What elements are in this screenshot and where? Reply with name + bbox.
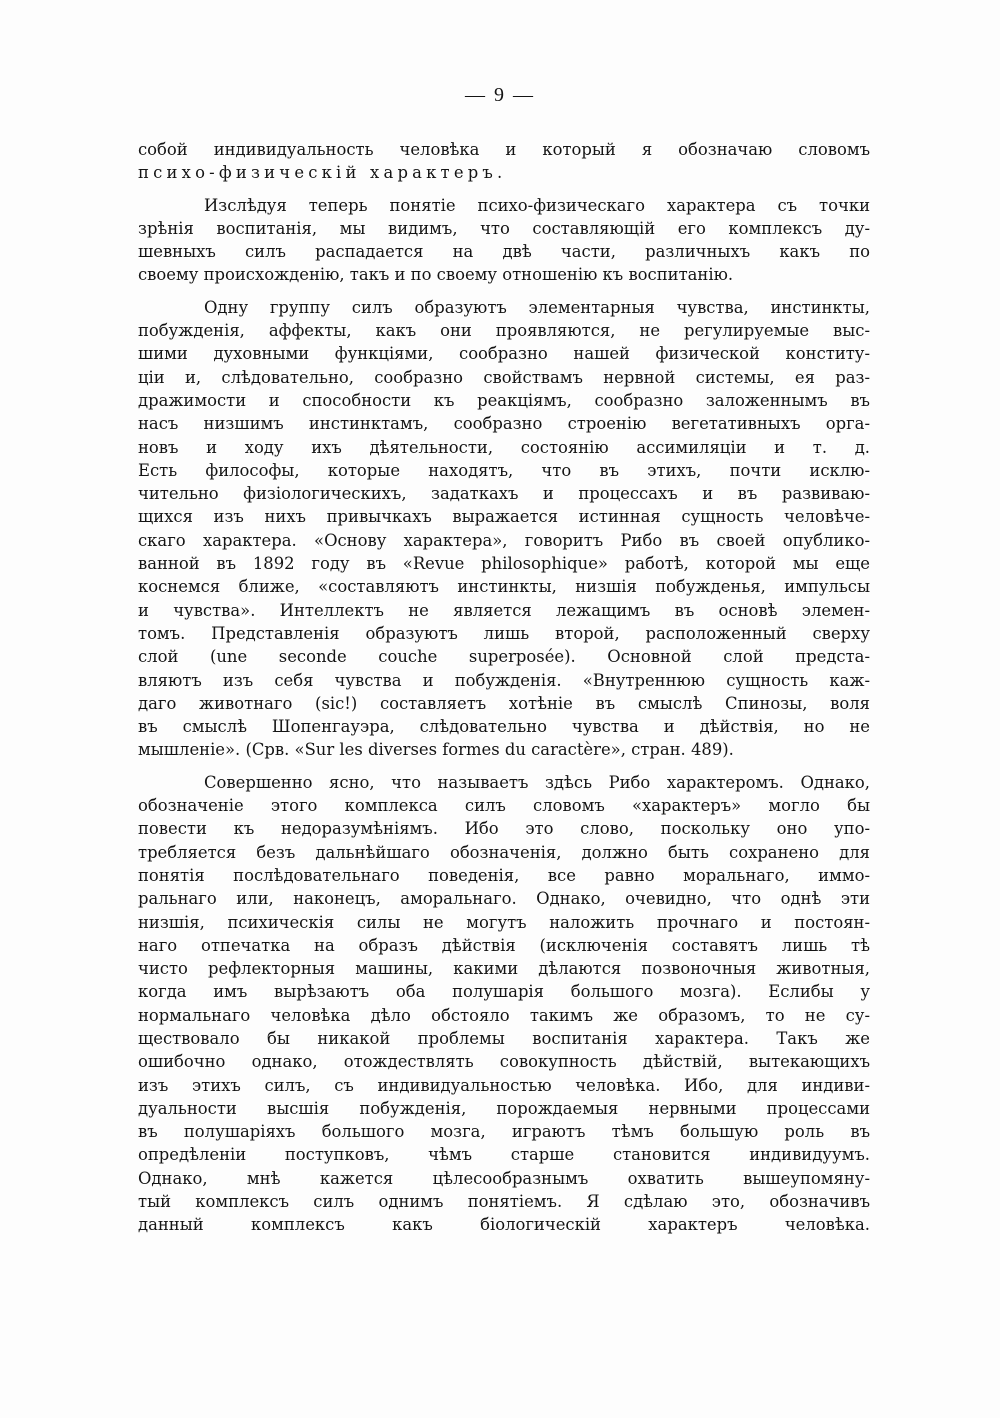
text-line: дражимости и способности къ реакціямъ, сообразно заложеннымъ въ — [138, 390, 870, 410]
text-line: щихся изъ нихъ привычкахъ выражается истинная сущность человѣче- — [138, 507, 870, 527]
page-number: — 9 — — [465, 84, 535, 106]
text-line: вляютъ изъ себя чувства и побужденія. «Внутреннюю сущность каж- — [138, 670, 870, 690]
text-line: данный комплексъ какъ біологическій характеръ человѣка. — [138, 1215, 870, 1235]
text-line: наго отпечатка на образъ дѣйствія (исключенія составятъ лишь тѣ — [138, 935, 870, 955]
paragraph-2 — [138, 194, 870, 287]
text-line: новъ и ходу ихъ дѣятельности, состоянію ассимиляціи и т. д. — [138, 437, 870, 457]
paragraph-gap — [138, 185, 870, 194]
text-line: собой индивидуальность человѣка и который я обозначаю словомъ — [138, 140, 870, 159]
text-line: повести къ недоразумѣніямъ. Ибо это слово, поскольку оно упо- — [138, 819, 870, 839]
text-line: даго животнаго (sic!) составляетъ хотѣніе въ смыслѣ Спинозы, воля — [138, 693, 870, 713]
text-line: низшія, психическія силы не могутъ наложить прочнаго и постоян- — [138, 912, 870, 932]
text-line: понятія послѣдовательнаго поведенія, все равно моральнаго, иммо- — [138, 865, 870, 885]
text-line: скаго характера. «Основу характера», говоритъ Рибо въ своей опублико- — [138, 530, 870, 550]
text-line: ошибочно однако, отождествлять совокупность дѣйствій, вытекающихъ — [138, 1052, 870, 1072]
paragraph-3 — [138, 296, 870, 762]
text-line: томъ. Представленія образуютъ лишь второй, расположенный сверху — [138, 623, 870, 643]
text-line: обозначеніе этого комплекса силъ словомъ «характеръ» могло бы — [138, 796, 870, 816]
text-line: ществовало бы никакой проблемы воспитанія характера. Такъ же — [138, 1028, 870, 1048]
text-line: и чувства». Интеллектъ не является лежащимъ въ основѣ элемен- — [138, 600, 870, 620]
paragraph-4 — [138, 771, 870, 1237]
text-line: чисто рефлекторныя машины, какими дѣлаются позвоночныя животныя, — [138, 959, 870, 979]
text-line: въ полушаріяхъ большого мозга, играютъ тѣмъ большую роль въ — [138, 1122, 870, 1142]
text-line: чительно физіологическихъ, задаткахъ и процессахъ и въ развиваю- — [138, 484, 870, 504]
text-line: коснемся ближе, «составляютъ инстинкты, низшія побужденья, импульсы — [138, 577, 870, 597]
text-line: Однако, мнѣ кажется цѣлесообразнымъ охватить вышеупомяну- — [138, 1168, 870, 1188]
text-line: дуальности высшія побужденія, порождаемыя нервными процессами — [138, 1098, 870, 1118]
text-line: слой (une seconde couche superposée). Основной слой предста- — [138, 647, 870, 667]
paragraph-gap — [138, 762, 870, 771]
text-line: ціи и, слѣдовательно, сообразно свойствамъ нервной системы, ея раз- — [138, 367, 870, 387]
text-line: когда имъ вырѣзаютъ оба полушарія большого мозга). Еслибы у — [138, 982, 870, 1002]
text-line: насъ низшимъ инстинктамъ, сообразно строенію вегетативныхъ орга- — [138, 414, 870, 434]
text-line: требляется безъ дальнѣйшаго обозначенія, должно быть сохранено для — [138, 842, 870, 862]
text-line: ванной въ 1892 году въ «Revue philosophique» работѣ, которой мы еще — [138, 554, 870, 574]
text-line: Совершенно ясно, что называетъ здѣсь Рибо характеромъ. Однако, — [204, 772, 870, 792]
text-line: въ смыслѣ Шопенгауэра, слѣдовательно чувства и дѣйствія, но не — [138, 717, 870, 737]
text-line: ральнаго или, наконецъ, аморальнаго. Однако, очевидно, что однѣ эти — [138, 889, 870, 909]
text-line: Есть философы, которые находятъ, что въ этихъ, почти исклю- — [138, 460, 870, 480]
text-line: психо-физическій характеръ. — [138, 163, 507, 183]
text-line: Одну группу силъ образуютъ элементарныя чувства, инстинкты, — [204, 297, 870, 317]
text-line: изъ этихъ силъ, съ индивидуальностью человѣка. Ибо, для индиви- — [138, 1075, 870, 1095]
text-line: своему происхожденію, такъ и по своему отношенію къ воспитанію. — [138, 265, 734, 285]
text-line: зрѣнія воспитанія, мы видимъ, что составляющій его комплексъ ду- — [138, 218, 870, 238]
text-line: опредѣленіи поступковъ, чѣмъ старше становится индивидуумъ. — [138, 1145, 870, 1165]
text-line: Изслѣдуя теперь понятіе психо-физическаго характера съ точки — [204, 195, 870, 215]
text-line: шими духовными функціями, сообразно нашей физической конститу- — [138, 344, 870, 364]
text-line: шевныхъ силъ распадается на двѣ части, различныхъ какъ по — [138, 242, 870, 262]
paragraph-1 — [138, 138, 870, 185]
text-line: нормальнаго человѣка дѣло обстояло такимъ же образомъ, то не су- — [138, 1005, 870, 1025]
text-line: мышленіе». (Срв. «Sur les diverses formes du caractère», стран. 489). — [138, 740, 734, 760]
text-line: побужденія, аффекты, какъ они проявляются, не регулируемые выс- — [138, 321, 870, 341]
paragraph-gap — [138, 287, 870, 296]
body-text — [138, 138, 870, 1237]
text-line: тый комплексъ силъ однимъ понятіемъ. Я сдѣлаю это, обозначивъ — [138, 1192, 870, 1212]
